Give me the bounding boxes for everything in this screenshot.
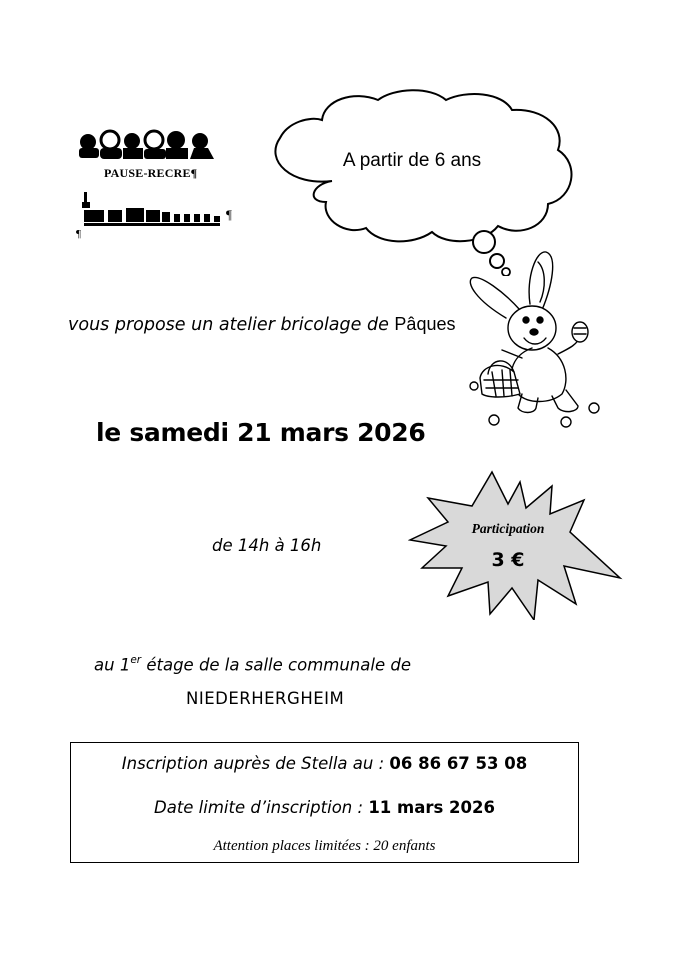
registration-box: [70, 742, 579, 863]
phone-number: 06 86 67 53 08: [389, 754, 528, 773]
easter-bunny-icon: [466, 248, 616, 430]
places-limited-note: Attention places limitées : 20 enfants: [213, 838, 436, 854]
logo-pilcrow: ¶: [76, 228, 81, 240]
event-time: de 14h à 16h: [212, 536, 322, 555]
event-location: au 1er étage de la salle communale de: [94, 654, 411, 675]
logo-name: PAUSE-RECRE¶: [104, 166, 198, 180]
logo-pilcrow: ¶: [226, 207, 232, 222]
participation-price: 3 €: [491, 549, 525, 571]
village-name: NIEDERHERGHEIM: [186, 689, 345, 708]
logo-children-icon: [76, 128, 220, 162]
price-burst-badge: [408, 468, 624, 620]
deadline-date: 11 mars 2026: [368, 798, 495, 817]
age-note: A partir de 6 ans: [342, 150, 482, 171]
intro-text: vous propose un atelier bricolage de Pâques: [68, 314, 456, 335]
event-date: le samedi 21 mars 2026: [96, 418, 426, 447]
registration-contact: Inscription auprès de Stella au : 06 86 67 53 08: [121, 754, 528, 773]
registration-deadline: Date limite d’inscription : 11 mars 2026: [154, 798, 495, 817]
logo-figures-icon: [82, 192, 224, 226]
participation-label: Participation: [471, 521, 545, 536]
easter-word: Pâques: [394, 314, 456, 334]
